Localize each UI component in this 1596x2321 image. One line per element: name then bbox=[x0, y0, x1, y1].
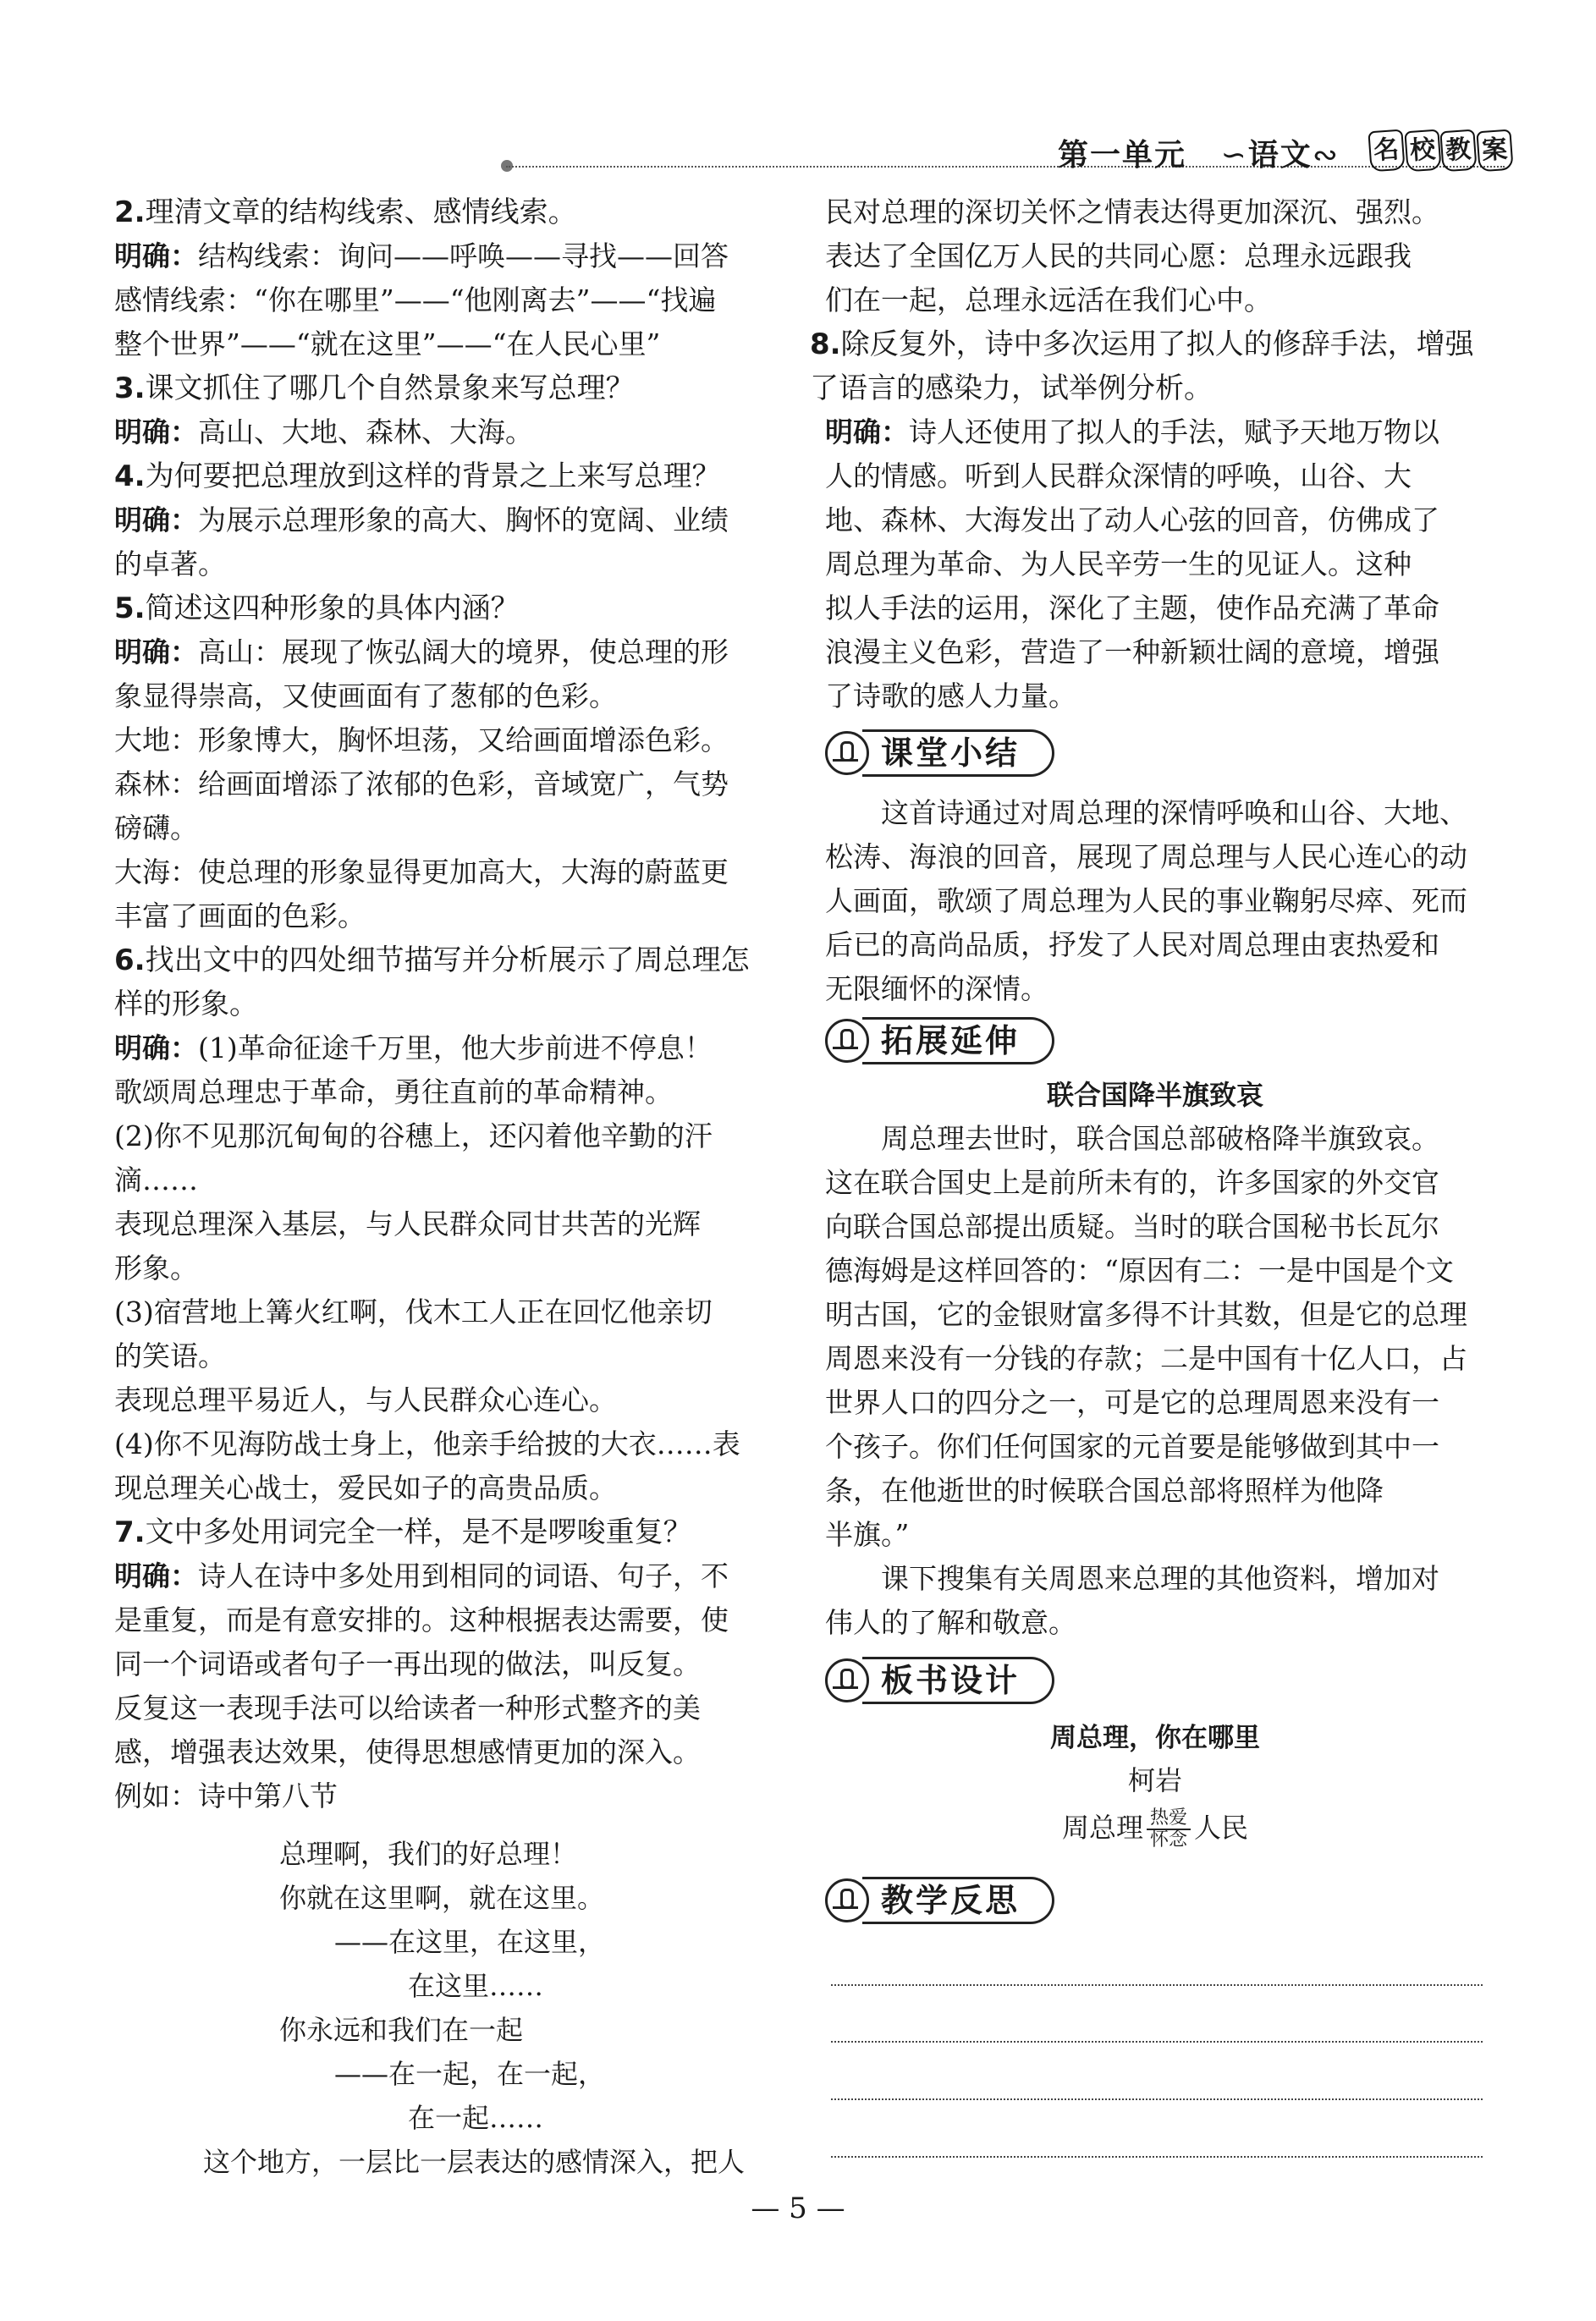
answer-5-line: 大地：形象博大，胸怀坦荡，又给画面增添色彩。 bbox=[114, 723, 729, 756]
answer-6-line: 的笑语。 bbox=[114, 1339, 226, 1372]
answer-4: 明确：为展示总理形象的高大、胸怀的宽阔、业绩 bbox=[114, 503, 729, 536]
question-8-line: 了语言的感染力，试举例分析。 bbox=[810, 371, 1213, 405]
bookmark-icon bbox=[825, 1658, 869, 1702]
answer-5-line: 丰富了画面的色彩。 bbox=[114, 899, 366, 932]
answer-3: 明确：高山、大地、森林、大海。 bbox=[114, 415, 533, 448]
bookmark-icon bbox=[825, 1878, 869, 1922]
extension-line: 伟人的了解和敬意。 bbox=[825, 1606, 1076, 1639]
answer-5-line: 象显得崇高，又使画面有了葱郁的色彩。 bbox=[114, 679, 617, 712]
extension-line: 德海姆是这样回答的：“原因有二：一是中国是个文 bbox=[825, 1254, 1454, 1287]
board-right-term: 人民 bbox=[1194, 1812, 1249, 1844]
answer-5-line: 森林：给画面增添了浓郁的色彩，音域宽广，气势 bbox=[114, 767, 729, 800]
answer-2-line: 整个世界”——“就在这里”——“在人民心里” bbox=[114, 327, 661, 360]
answer-6-line: 滴…… bbox=[114, 1163, 198, 1196]
question-3: 3.课文抓住了哪几个自然景象来写总理？ bbox=[114, 371, 635, 405]
summary-line: 无限缅怀的深情。 bbox=[825, 972, 1048, 1005]
extension-heading: 联合国降半旗致哀 bbox=[1046, 1079, 1263, 1111]
summary-line: 人画面，歌颂了周总理为人民的事业鞠躬尽瘁、死而 bbox=[825, 884, 1467, 917]
answer-7-line: 感，增强表达效果，使得思想感情更加的深入。 bbox=[114, 1735, 701, 1768]
writing-line[interactable] bbox=[831, 2098, 1483, 2100]
section-reflection-header bbox=[825, 1877, 1054, 1924]
page-number: — 5 — bbox=[751, 2192, 845, 2225]
bookmark-icon bbox=[825, 1019, 869, 1063]
poem-line: ——在一起，在一起， bbox=[334, 2058, 606, 2090]
board-relation-bottom: 怀念 bbox=[1149, 1829, 1187, 1851]
brand-badge bbox=[1369, 130, 1511, 169]
extension-body bbox=[825, 1073, 1485, 1645]
board-diagram bbox=[825, 1804, 1485, 1851]
answer-7-line: 同一个词语或者句子一再出现的做法，叫反复。 bbox=[114, 1647, 701, 1680]
board-relation-top: 热爱 bbox=[1147, 1808, 1191, 1830]
unit-label: 第一单元 bbox=[1058, 138, 1187, 173]
continuation-line: 们在一起，总理永远活在我们心中。 bbox=[825, 283, 1272, 316]
right-column bbox=[810, 190, 1485, 718]
header-rule bbox=[506, 166, 1505, 168]
writing-line[interactable] bbox=[831, 2041, 1483, 2043]
answer-2-line: 感情线索：“你在哪里”——“他刚离去”——“找遍 bbox=[114, 283, 717, 316]
answer-6-line: 表现总理平易近人，与人民群众心连心。 bbox=[114, 1383, 617, 1416]
section-summary-header bbox=[825, 729, 1054, 777]
extension-line: 周总理去世时，联合国总部破格降半旗致哀。 bbox=[881, 1122, 1439, 1155]
answer-8-line: 了诗歌的感人力量。 bbox=[825, 679, 1076, 712]
poem-line: 在这里…… bbox=[408, 1970, 544, 2002]
answer-6-line: 现总理关心战士，爱民如子的高贵品质。 bbox=[114, 1471, 617, 1504]
extension-line: 半旗。” bbox=[825, 1518, 910, 1551]
summary-body bbox=[825, 791, 1485, 1011]
continuation-line: 表达了全国亿万人民的共同心愿：总理永远跟我 bbox=[825, 239, 1412, 272]
answer-8-line: 周总理为革命、为人民辛劳一生的见证人。这种 bbox=[825, 547, 1412, 580]
board-relation bbox=[1147, 1808, 1191, 1851]
extension-line: 周恩来没有一分钱的存款；二是中国有十亿人口，占 bbox=[825, 1342, 1467, 1375]
answer-8-line: 地、森林、大海发出了动人心弦的回音，仿佛成了 bbox=[825, 503, 1439, 536]
question-5: 5.简述这四种形象的具体内涵？ bbox=[114, 591, 520, 625]
writing-line[interactable] bbox=[831, 1984, 1483, 1986]
answer-8-line: 拟人手法的运用，深化了主题，使作品充满了革命 bbox=[825, 591, 1439, 624]
poem-line: 总理啊，我们的好总理！ bbox=[279, 1838, 578, 1870]
answer-6-line: 歌颂周总理忠于革命，勇往直前的革命精神。 bbox=[114, 1075, 673, 1108]
question-6: 6.找出文中的四处细节描写并分析展示了周总理怎 bbox=[114, 943, 750, 977]
question-7: 7.文中多处用词完全一样，是不是啰唆重复？ bbox=[114, 1515, 692, 1549]
question-4: 4.为何要把总理放到这样的背景之上来写总理？ bbox=[114, 459, 721, 493]
question-8: 8.除反复外，诗中多次运用了拟人的修辞手法，增强 bbox=[810, 327, 1474, 361]
answer-5: 明确：高山：展现了恢弘阔大的境界，使总理的形 bbox=[114, 635, 729, 668]
answer-8-line: 人的情感。听到人民群众深情的呼唤，山谷、大 bbox=[825, 459, 1412, 492]
section-extension-header bbox=[825, 1017, 1054, 1064]
answer-4-line: 的卓著。 bbox=[114, 547, 226, 580]
extension-line: 明古国，它的金银财富多得不计其数，但是它的总理 bbox=[825, 1298, 1467, 1331]
section-board-header bbox=[825, 1657, 1054, 1704]
continuation-line: 民对总理的深切关怀之情表达得更加深沉、强烈。 bbox=[825, 195, 1439, 228]
header-title: 第一单元 ∽语文∾ bbox=[1058, 138, 1340, 173]
answer-6-line: (4)你不见海防战士身上，他亲手给披的大衣……表 bbox=[114, 1427, 740, 1460]
answer-6-line: (3)宿营地上篝火红啊，伐木工人正在回忆他亲切 bbox=[114, 1295, 713, 1328]
answer-6: 明确：(1)革命征途千万里，他大步前进不停息！ bbox=[114, 1031, 713, 1064]
board-author: 柯岩 bbox=[1127, 1764, 1182, 1796]
answer-7-line: 反复这一表现手法可以给读者一种形式整齐的美 bbox=[114, 1691, 701, 1724]
badge-char: 校 bbox=[1404, 129, 1441, 173]
badge-char: 名 bbox=[1368, 129, 1405, 173]
writing-line[interactable] bbox=[831, 2156, 1483, 2158]
answer-6-line: (2)你不见那沉甸甸的谷穗上，还闪着他辛勤的汗 bbox=[114, 1119, 713, 1152]
subject-label: 语文 bbox=[1247, 138, 1313, 173]
extension-line: 这在联合国史上是前所未有的，许多国家的外交官 bbox=[825, 1166, 1439, 1199]
section-title: 拓展延伸 bbox=[862, 1017, 1054, 1064]
answer-6-line: 表现总理深入基层，与人民群众同甘共苦的光辉 bbox=[114, 1207, 701, 1240]
extension-line: 条，在他逝世的时候联合国总部将照样为他降 bbox=[825, 1474, 1384, 1507]
bookmark-icon bbox=[825, 731, 869, 775]
board-poem-title: 周总理，你在哪里 bbox=[1050, 1723, 1260, 1753]
answer-8: 明确：诗人还使用了拟人的手法，赋予天地万物以 bbox=[825, 415, 1439, 448]
summary-line: 后已的高尚品质，抒发了人民对周总理由衷热爱和 bbox=[825, 928, 1439, 961]
poem-line: ——在这里，在这里， bbox=[334, 1926, 606, 1958]
summary-line: 松涛、海浪的回音，展现了周总理与人民心连心的动 bbox=[825, 840, 1467, 873]
board-left-term: 周总理 bbox=[1061, 1812, 1143, 1844]
answer-2: 明确：结构线索：询问——呼唤——寻找——回答 bbox=[114, 239, 729, 272]
poem-line: 你永远和我们在一起 bbox=[279, 2014, 524, 2046]
extension-line: 世界人口的四分之一，可是它的总理周恩来没有一 bbox=[825, 1386, 1439, 1419]
badge-char: 教 bbox=[1439, 129, 1477, 173]
section-title: 课堂小结 bbox=[862, 729, 1054, 777]
extension-line: 课下搜集有关周恩来总理的其他资料，增加对 bbox=[881, 1562, 1439, 1595]
answer-5-line: 磅礴。 bbox=[114, 811, 198, 844]
poem-line: 在一起…… bbox=[408, 2102, 544, 2134]
question-6-line: 样的形象。 bbox=[114, 987, 258, 1021]
summary-line: 这首诗通过对周总理的深情呼唤和山谷、大地、 bbox=[881, 796, 1467, 829]
extension-line: 个孩子。你们任何国家的元首要是能够做到其中一 bbox=[825, 1430, 1439, 1463]
answer-7-line: 例如：诗中第八节 bbox=[114, 1779, 338, 1812]
question-2: 2.理清文章的结构线索、感情线索。 bbox=[114, 195, 577, 229]
answer-6-line: 形象。 bbox=[114, 1251, 198, 1284]
extension-line: 向联合国总部提出质疑。当时的联合国秘书长瓦尔 bbox=[825, 1210, 1439, 1243]
poem-line: 你就在这里啊，就在这里。 bbox=[279, 1882, 605, 1914]
answer-7-line: 是重复，而是有意安排的。这种根据表达需要，使 bbox=[114, 1603, 729, 1636]
section-title: 板书设计 bbox=[862, 1657, 1054, 1704]
poem-commentary: 这个地方，一层比一层表达的感情深入，把人 bbox=[203, 2146, 746, 2178]
left-column bbox=[114, 190, 774, 1818]
section-title: 教学反思 bbox=[862, 1877, 1054, 1924]
answer-7: 明确：诗人在诗中多处用到相同的词语、句子，不 bbox=[114, 1559, 729, 1592]
answer-8-line: 浪漫主义色彩，营造了一种新颖壮阔的意境，增强 bbox=[825, 635, 1439, 668]
answer-5-line: 大海：使总理的形象显得更加高大，大海的蔚蓝更 bbox=[114, 855, 729, 888]
badge-char: 案 bbox=[1476, 129, 1513, 173]
